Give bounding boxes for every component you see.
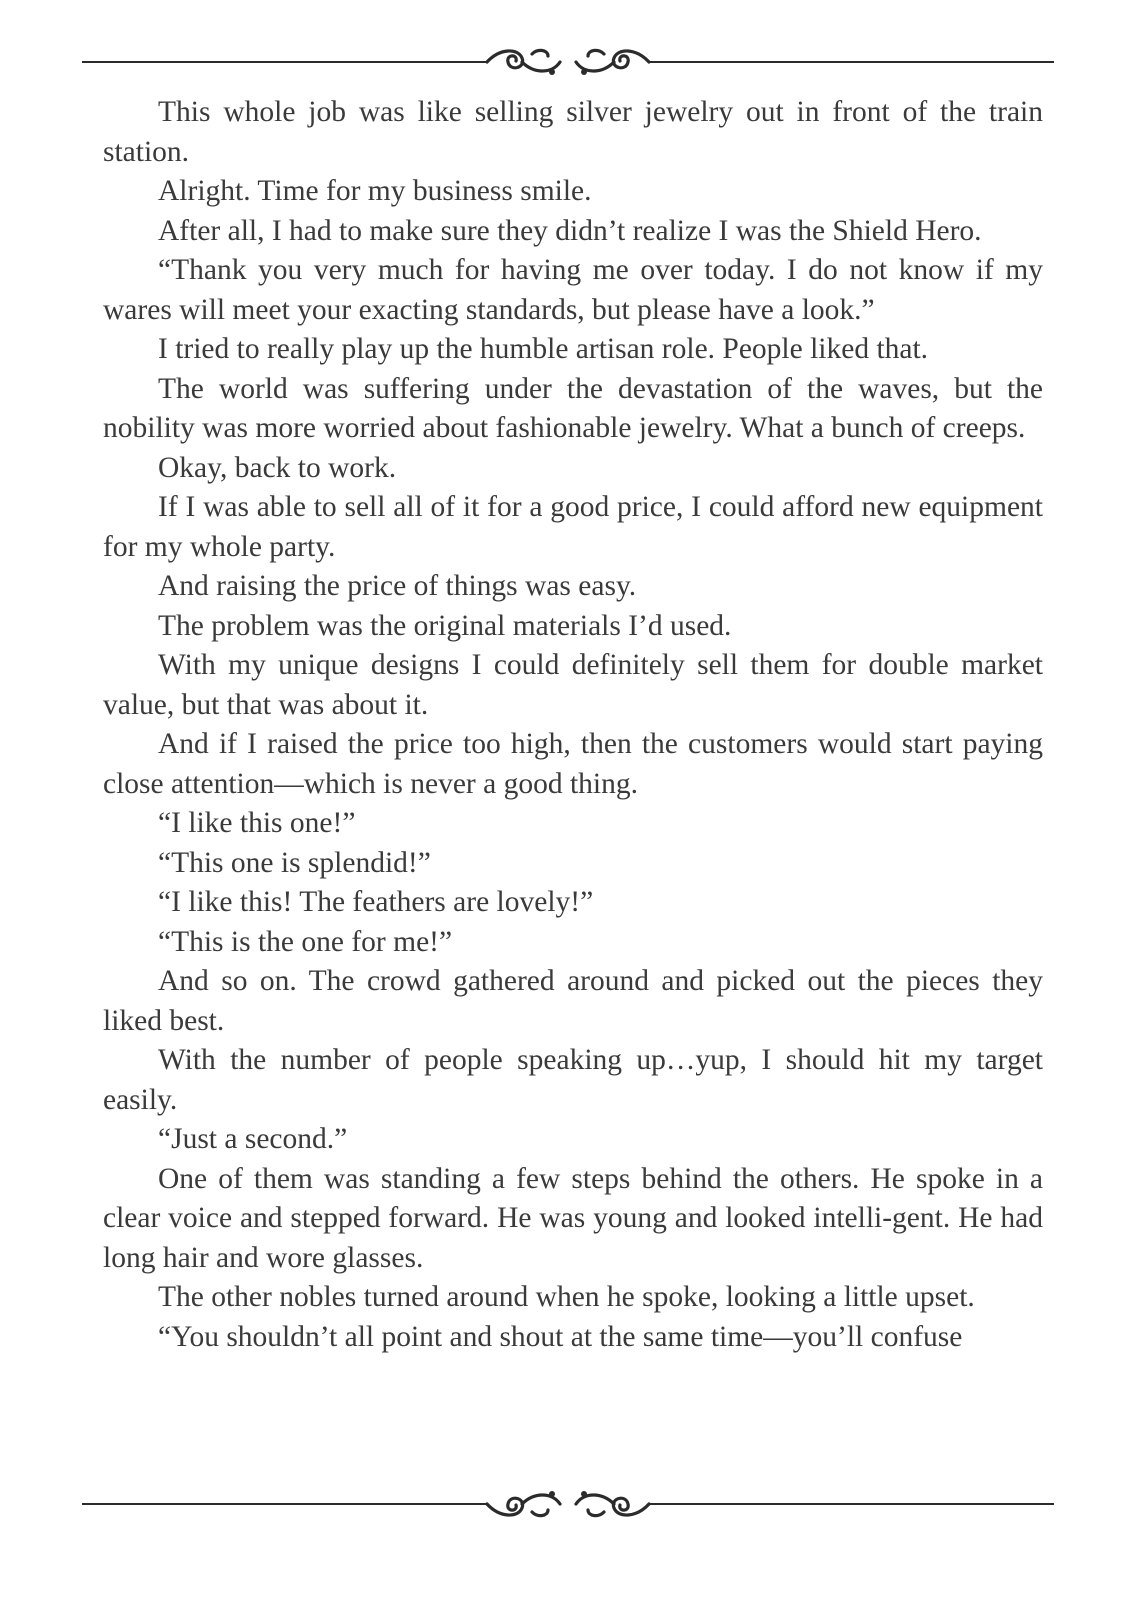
paragraph: With the number of people speaking up…yup, I should hit my target easily. [103,1044,1043,1116]
paragraph: The other nobles turned around when he spoke, looking a little upset. [158,1281,975,1313]
paragraph: Okay, back to work. [158,451,397,484]
paragraph: And so on. The crowd gathered around and picked out the pieces they liked best. [103,965,1043,1037]
paragraph: With my unique designs I could definitely sell them for double market value, but that was about it. [103,649,1043,721]
paragraph: And if I raised the price too high, then the customers would start paying close attention—which is never a good thing. [103,728,1043,800]
page-body-text [103,93,1043,1357]
paragraph: I tried to really play up the humble artisan role. People liked that. [158,333,929,365]
paragraph: This whole job was like selling silver jewelry out in front of the train station. [103,96,1043,168]
paragraph: “I like this! The feathers are lovely!” [158,886,594,918]
top-ornament [82,42,1054,82]
paragraph: “This one is splendid!” [158,846,431,879]
paragraph: Alright. Time for my business smile. [158,175,592,207]
paragraph: The world was suffering under the devastation of the waves, but the nobility was more worried about fashionable jewelry. What a bunch of creeps. [103,372,1043,444]
paragraph: One of them was standing a few steps behind the others. He spoke in a clear voice and stepped forward. He was young and looked intelli-gent. He had long hair and wore glasses. [103,1162,1043,1274]
paragraph: “Just a second.” [158,1123,348,1155]
paragraph: After all, I had to make sure they didn’t realize I was the Shield Hero. [158,214,982,247]
paragraph: “This is the one for me!” [158,925,453,958]
paragraph: The problem was the original materials I’d used. [158,609,732,642]
paragraph: “Thank you very much for having me over today. I do not know if my wares will meet your exacting standards, but please have a look.” [103,254,1043,326]
paragraph: If I was able to sell all of it for a good price, I could afford new equipment for my whole party. [103,491,1043,563]
paragraph: “I like this one!” [158,807,356,839]
paragraph: And raising the price of things was easy. [158,570,637,602]
paragraph: “You shouldn’t all point and shout at the same time—you’ll confuse [158,1320,963,1353]
bottom-ornament [82,1484,1054,1524]
